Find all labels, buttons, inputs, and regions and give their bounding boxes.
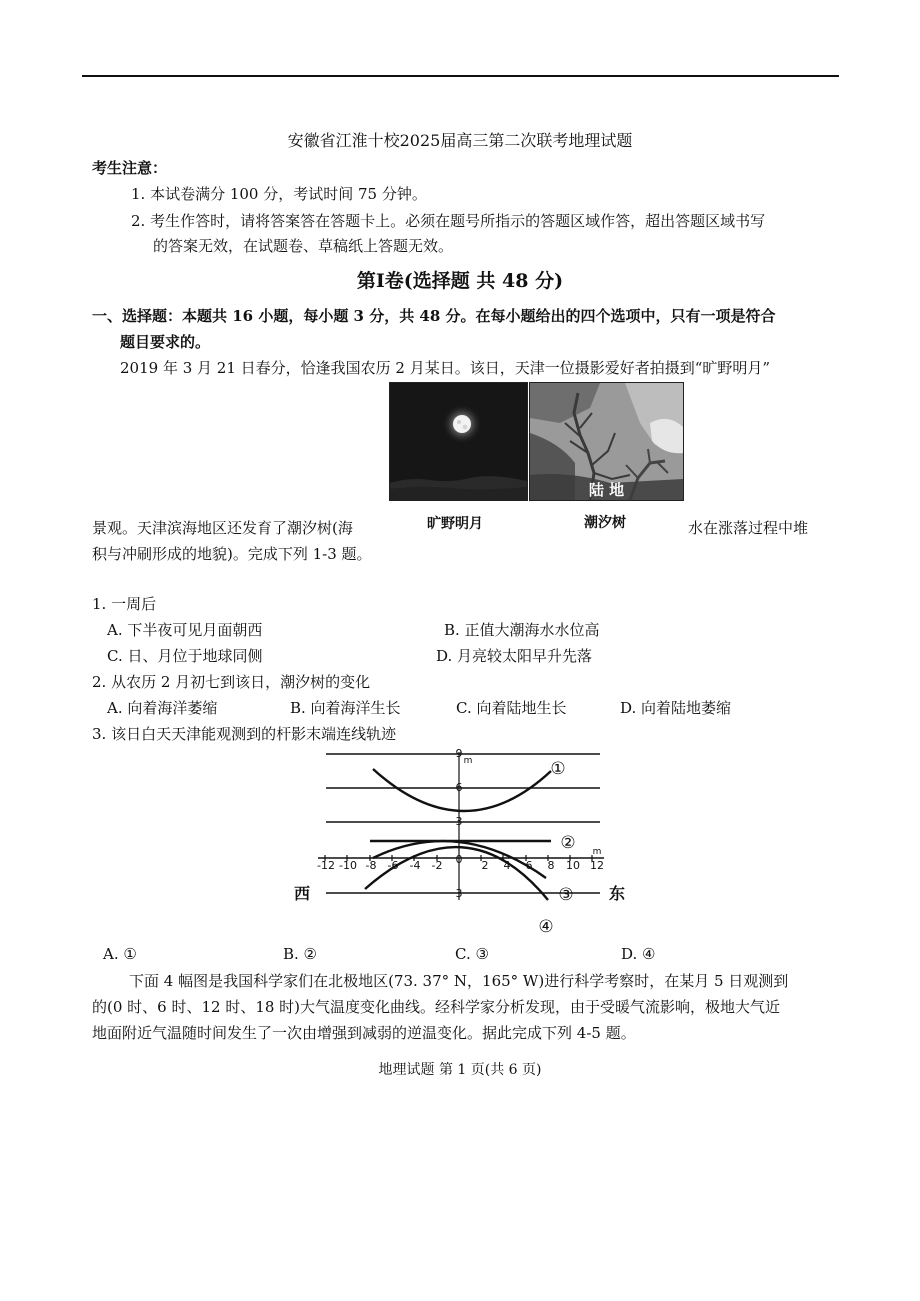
x-tick-label: -6 (387, 859, 399, 872)
notice-heading: 考生注意： (92, 159, 168, 177)
question-3-option-c[interactable]: C. ③ (455, 945, 489, 963)
x-tick-label: 12 (590, 859, 604, 872)
question-3-stem: 3. 该日白天天津能观测到的杆影末端连线轨迹 (92, 725, 397, 743)
x-unit-label: m (592, 847, 602, 857)
passage-2-line-1: 下面 4 幅图是我国科学家们在北极地区(73. 37° N，165° W)进行科学考察时，在某月 5 日观测到 (129, 972, 789, 990)
y-tick-label: 3 (455, 887, 463, 900)
part-one-instruction-cont: 题目要求的。 (120, 333, 211, 351)
question-2-option-d[interactable]: D. 向着陆地萎缩 (620, 699, 732, 717)
question-3-option-b[interactable]: B. ② (283, 945, 318, 963)
curve-2-label: ② (560, 833, 576, 853)
question-1-option-d[interactable]: D. 月亮较太阳早升先落 (436, 647, 593, 665)
question-1-option-a[interactable]: A. 下半夜可见月面朝西 (107, 621, 263, 639)
shadow-trajectory-diagram (290, 745, 626, 940)
x-tick-label: -8 (365, 859, 377, 872)
x-tick-label: 4 (503, 859, 511, 872)
passage-2-line-2: 的(0 时、6 时、12 时、18 时)大气温度变化曲线。经科学家分析发现，由于受暖气流影响，极地大气近 (92, 998, 781, 1016)
curve-4-label: ④ (538, 917, 554, 937)
x-tick-label: -12 (317, 859, 335, 872)
passage-2-line-3: 地面附近气温随时间发生了一次由增强到减弱的逆温变化。据此完成下列 4-5 题。 (92, 1024, 636, 1042)
question-3-option-a[interactable]: A. ① (103, 945, 137, 963)
section-title: 第Ⅰ卷(选择题 共 48 分) (356, 270, 564, 292)
west-label: 西 (293, 884, 311, 903)
question-1-option-b[interactable]: B. 正值大潮海水水位高 (444, 621, 600, 639)
passage-1-line-2-right: 水在涨落过程中堆 (688, 519, 809, 537)
y-tick-label: 9 (455, 747, 463, 760)
question-1-stem: 1. 一周后 (92, 595, 157, 613)
x-tick-label: -10 (339, 859, 357, 872)
notice-item-2-cont: 的答案无效，在试题卷、草稿纸上答题无效。 (153, 237, 454, 255)
x-tick-label: -2 (431, 859, 443, 872)
east-label: 东 (608, 884, 626, 903)
x-tick-label: 6 (525, 859, 533, 872)
curve-1-label: ① (550, 759, 566, 779)
question-2-stem: 2. 从农历 2 月初七到该日，潮汐树的变化 (92, 673, 371, 691)
x-tick-label: 10 (566, 859, 580, 872)
tidal-tree-photo (529, 382, 684, 501)
moon-icon (453, 415, 471, 433)
y-tick-label: 3 (455, 815, 463, 828)
passage-1-line-2-left: 景观。天津滨海地区还发育了潮汐树(海 (92, 519, 353, 537)
page-footer: 地理试题 第 1 页(共 6 页) (378, 1062, 542, 1078)
question-1-option-c[interactable]: C. 日、月位于地球同侧 (107, 647, 263, 665)
question-2-option-a[interactable]: A. 向着海洋萎缩 (107, 699, 218, 717)
y-unit-label: m (463, 756, 473, 766)
moon-photo-caption: 旷野明月 (427, 516, 483, 532)
x-tick-label: 2 (481, 859, 489, 872)
land-label: 陆 地 (588, 481, 625, 499)
wilderness-moon-photo (389, 382, 528, 501)
passage-1-line-3: 积与冲刷形成的地貌)。完成下列 1-3 题。 (92, 545, 372, 563)
top-rule (82, 75, 839, 77)
question-2-option-c[interactable]: C. 向着陆地生长 (456, 699, 567, 717)
question-3-option-d[interactable]: D. ④ (621, 945, 656, 963)
curve-3-label: ③ (558, 885, 574, 905)
notice-item-1: 1. 本试卷满分 100 分，考试时间 75 分钟。 (131, 185, 427, 203)
y-tick-label: 6 (455, 781, 463, 794)
y-tick-label: 0 (455, 853, 463, 866)
x-tick-label: -4 (409, 859, 421, 872)
tidal-tree-caption: 潮汐树 (584, 515, 626, 531)
notice-item-2: 2. 考生作答时，请将答案答在答题卡上。必须在题号所指示的答题区域作答，超出答题区域书写 (131, 212, 766, 230)
document-title: 安徽省江淮十校2025届高三第二次联考地理试题 (287, 131, 633, 150)
part-one-instruction: 一、选择题：本题共 16 小题，每小题 3 分，共 48 分。在每小题给出的四个选项中，只有一项是符合 (92, 307, 776, 325)
x-tick-label: 8 (547, 859, 555, 872)
question-2-option-b[interactable]: B. 向着海洋生长 (290, 699, 401, 717)
passage-1-line-1: 2019 年 3 月 21 日春分，恰逢我国农历 2 月某日。该日，天津一位摄影爱好者拍摄到“旷野明月” (120, 359, 771, 377)
